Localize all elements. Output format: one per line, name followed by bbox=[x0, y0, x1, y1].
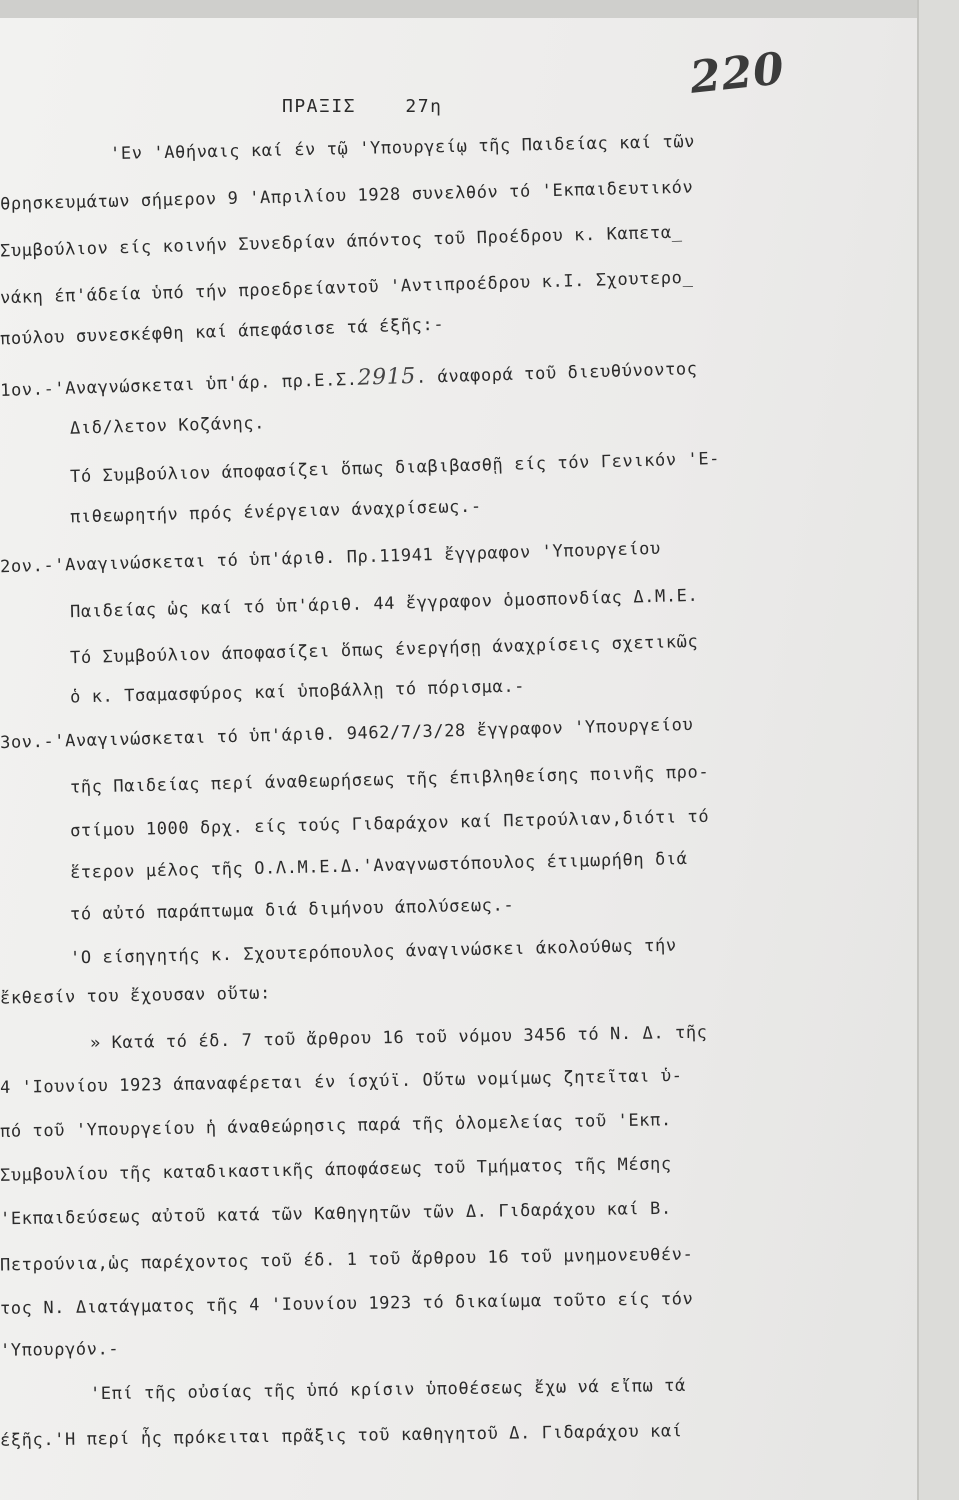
page-number: 220 bbox=[687, 43, 788, 104]
text-line: Τό Συμβούλιον άποφασίζει ὅπως διαβιβασθῇ είς τόν Γενικόν 'Ε- bbox=[69, 448, 721, 488]
text-line: Διδ/λετον Κοζάνης. bbox=[69, 413, 266, 439]
document-title bbox=[282, 96, 442, 117]
text-line: 'Εν 'Αθήναις καί έν τῷ 'Υπουργείῳ τῆς Παιδείας καί τῶν bbox=[109, 131, 696, 165]
text-line: 'Εκπαιδεύσεως αὐτοῦ κατά τῶν Καθηγητῶν τῶν Δ. Γιδαράχου καί Β. bbox=[0, 1198, 672, 1230]
text-line: θρησκευμάτων σήμερον 9 'Απριλίου 1928 συνελθόν τό 'Εκπαιδευτικόν bbox=[0, 177, 694, 215]
text-line: πούλου συνεσκέφθη καί άπεφάσισε τά έξῆς:- bbox=[0, 314, 445, 350]
text-line: νάκη έπ'άδεία ὑπό τήν προεδρείαντοῦ 'Αντιπροέδρου κ.Ι. Σχουτερο_ bbox=[0, 267, 694, 309]
text-line: Τό Συμβούλιον άποφασίζει ὅπως ένεργήσῃ άναχρίσεις σχετικῶς bbox=[69, 631, 699, 669]
text-line: » Κατά τό έδ. 7 τοῦ ἄρθρου 16 τοῦ νόμου 3456 τό Ν. Δ. τῆς bbox=[89, 1022, 708, 1054]
text-line: Συμβούλιον είς κοινήν Συνεδρίαν άπόντος τοῦ Προέδρου κ. Καπετα_ bbox=[0, 222, 683, 262]
text-line: 'Υπουργόν.- bbox=[0, 1339, 120, 1361]
item-1-suffix: άναφορά τοῦ διευθύνοντος bbox=[437, 359, 698, 388]
text-line: ὁ κ. Τσαμασφύρος καί ὑποβάλλῃ τό πόρισμα.- bbox=[69, 676, 526, 708]
text-line: ἔκθεσίν του ἔχουσαν οὕτω: bbox=[0, 983, 272, 1009]
text-line-item-1: 1ον.-'Αναγνώσκεται ὑπ'άρ. πρ.Ε.Σ.2915. άναφορά τοῦ διευθύνοντος bbox=[0, 359, 698, 401]
text-line: Πετρούνια,ὡς παρέχοντος τοῦ έδ. 1 τοῦ ἄρθρου 16 τοῦ μνημονευθέν- bbox=[0, 1244, 694, 1276]
text-line: 2ον.-'Αναγινώσκεται τό ὑπ'άριθ. Πρ.11941 ἔγγραφον 'Υπουργείου bbox=[0, 538, 662, 578]
text-line: ἕτερον μέλος τῆς Ο.Λ.Μ.Ε.Δ.'Αναγνωστόπουλος έτιμωρήθη διά bbox=[69, 848, 688, 884]
text-line: Συμβουλίου τῆς καταδικαστικῆς άποφάσεως τοῦ Τμήματος τῆς Μέσης bbox=[0, 1154, 672, 1186]
text-line: 4 'Ιουνίου 1923 άπαναφέρεται έν ίσχύϊ. Οὕτω νομίμως ζητεῖται ὑ- bbox=[0, 1066, 683, 1098]
text-line: έξῆς.'Η περί ἧς πρόκειται πρᾶξις τοῦ καθηγητοῦ Δ. Γιδαράχου καί bbox=[0, 1421, 683, 1451]
handwritten-reference: 2915 bbox=[357, 363, 417, 391]
text-line: στίμου 1000 δρχ. είς τούς Γιδαράχον καί Πετρούλιαν,διότι τό bbox=[69, 806, 710, 842]
text-line: Παιδείας ὡς καί τό ὑπ'άριθ. 44 ἔγγραφον ὁμοσπονδίας Δ.Μ.Ε. bbox=[69, 585, 699, 623]
text-line: 3ον.-'Αναγινώσκεται τό ὑπ'άριθ. 9462/7/3/28 ἔγγραφον 'Υπουργείου bbox=[0, 714, 694, 754]
text-line: πό τοῦ 'Υπουργείου ἡ άναθεώρησις παρά τῆς ὁλομελείας τοῦ 'Εκπ. bbox=[0, 1110, 672, 1142]
title-number: 27η bbox=[405, 96, 443, 117]
text-line: τῆς Παιδείας περί άναθεωρήσεως τῆς έπιβληθείσης ποινῆς προ- bbox=[69, 762, 710, 798]
text-line: 'Ο είσηγητής κ. Σχουτερόπουλος άναγινώσκει άκολούθως τήν bbox=[69, 935, 677, 969]
text-line: τος Ν. Διατάγματος τῆς 4 'Ιουνίου 1923 τό δικαίωμα τοῦτο είς τόν bbox=[0, 1289, 694, 1319]
text-line: πιθεωρητήν πρός ένέργειαν άναχρίσεως.- bbox=[69, 496, 482, 528]
text-line: 'Επί τῆς οὐσίας τῆς ὑπό κρίσιν ὑποθέσεως ἔχω νά εἴπω τά bbox=[89, 1375, 687, 1405]
item-1-prefix: 1ον.-'Αναγνώσκεται ὑπ'άρ. πρ.Ε.Σ. bbox=[0, 369, 358, 401]
text-line: τό αὐτό παράπτωμα διά διμήνου άπολύσεως.- bbox=[69, 895, 515, 925]
title-word: ΠΡΑΞΙΣ bbox=[282, 96, 357, 117]
